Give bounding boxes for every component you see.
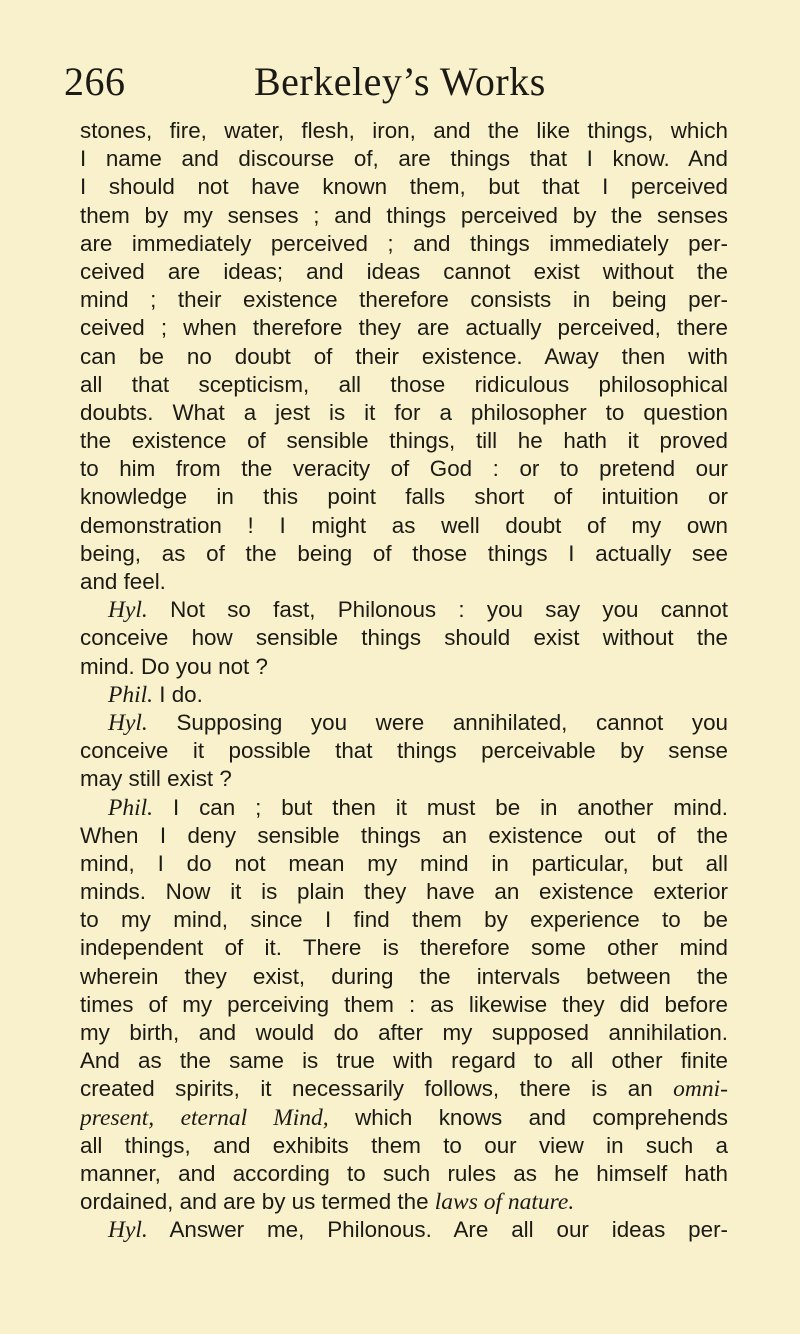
text-line (80, 624, 728, 652)
text-line (80, 1047, 728, 1075)
text-line (80, 1132, 728, 1160)
italic-text: Phil. (108, 794, 154, 821)
italic-text: present, (80, 1104, 155, 1131)
text-line (80, 455, 728, 483)
text-line (80, 653, 728, 681)
text-line (80, 1075, 728, 1103)
text-line (80, 963, 728, 991)
text-line (80, 145, 728, 173)
text-segment: When I deny sensible things an existence out of the (80, 822, 728, 848)
text-segment: stones, fire, water, flesh, iron, and the like things, which (80, 118, 728, 143)
running-title: Berkeley’s Works (254, 59, 546, 104)
italic-text: laws of nature. (434, 1189, 575, 1216)
text-line (80, 314, 728, 342)
text-segment: all that scepticism, all those ridiculous philosophical (80, 371, 728, 397)
text-segment: I can ; but then it must be in another mind. (153, 794, 728, 820)
text-line (80, 709, 728, 737)
text-segment: times of my perceiving them : as likewise they did before (80, 991, 728, 1017)
text-segment: I should not have known them, but that I perceived (80, 174, 728, 200)
italic-text: Hyl. (108, 1217, 148, 1244)
text-line (80, 794, 728, 822)
text-segment: And as the same is true with regard to all other finite (80, 1048, 728, 1074)
text-line (80, 258, 728, 286)
text-segment: ceived ; when therefore they are actually perceived, there (80, 315, 728, 341)
text-segment: are immediately perceived ; and things immediately per- (80, 230, 728, 256)
text-line (80, 230, 728, 258)
text-line (80, 906, 728, 934)
text-segment: independent of it. There is therefore some other mind (80, 935, 728, 961)
text-line (80, 822, 728, 850)
text-line (80, 850, 728, 878)
text-segment: all things, and exhibits them to our view in such a (80, 1132, 728, 1158)
text-segment: to my mind, since I find them by experience to be (80, 907, 728, 933)
text-segment: mind, I do not mean my mind in particular, but all (80, 850, 728, 876)
text-segment: and feel. (80, 569, 166, 594)
body-text (80, 117, 728, 1245)
text-segment: can be no doubt of their existence. Away then with (80, 343, 728, 369)
text-segment: ceived are ideas; and ideas cannot exist without the (80, 258, 728, 284)
text-line (80, 202, 728, 230)
text-segment: Answer me, Philonous. Are all our ideas per- (147, 1217, 728, 1243)
text-segment (154, 1105, 180, 1130)
text-segment: mind. Do you not ? (80, 653, 268, 679)
text-segment: I do. (153, 681, 203, 707)
text-segment: manner, and according to such rules as he himself hath (80, 1160, 728, 1186)
text-segment: Supposing you were annihilated, cannot you (147, 709, 728, 735)
text-line (80, 117, 728, 145)
text-line (80, 512, 728, 540)
text-line (80, 371, 728, 399)
text-segment: minds. Now it is plain they have an existence exterior (80, 879, 728, 905)
text-line (80, 399, 728, 427)
text-line (80, 1160, 728, 1188)
text-line (80, 737, 728, 765)
text-line (80, 765, 728, 793)
text-segment: Not so fast, Philonous : you say you cannot (147, 597, 728, 623)
italic-text: eternal Mind, (180, 1104, 329, 1131)
page-header (64, 52, 736, 112)
page-number: 266 (64, 59, 126, 104)
text-line (80, 1104, 728, 1132)
text-line (80, 483, 728, 511)
text-segment: them by my senses ; and things perceived by the senses (80, 202, 728, 228)
text-segment: may still exist ? (80, 766, 232, 792)
text-line (80, 568, 728, 596)
text-line (80, 1019, 728, 1047)
text-line (80, 1188, 728, 1216)
text-line (80, 878, 728, 906)
text-segment: demonstration ! I might as well doubt of my own (80, 512, 728, 538)
text-segment: conceive it possible that things perceivable by sense (80, 738, 728, 764)
text-line (80, 427, 728, 455)
text-line (80, 596, 728, 624)
text-line (80, 343, 728, 371)
text-segment: ordained, and are by us termed the (80, 1189, 435, 1215)
text-segment: being, as of the being of those things I actually see (80, 540, 728, 566)
text-line (80, 681, 728, 709)
text-line (80, 991, 728, 1019)
text-segment: to him from the veracity of God : or to pretend our (80, 456, 728, 482)
text-line (80, 286, 728, 314)
italic-text: Phil. (108, 681, 154, 708)
italic-text: Hyl. (108, 709, 148, 736)
text-segment: which knows and comprehends (328, 1104, 728, 1130)
text-line (80, 934, 728, 962)
text-segment: the existence of sensible things, till he hath it proved (80, 428, 728, 454)
text-line (80, 1216, 728, 1244)
italic-text: omni- (673, 1076, 728, 1103)
text-segment: wherein they exist, during the intervals between the (80, 963, 728, 989)
text-segment: doubts. What a jest is it for a philosopher to question (80, 399, 728, 425)
text-segment: conceive how sensible things should exist without the (80, 625, 728, 651)
text-segment: knowledge in this point falls short of intuition or (80, 484, 728, 510)
text-segment: created spirits, it necessarily follows, there is an (80, 1076, 674, 1102)
text-segment: mind ; their existence therefore consists in being per- (80, 287, 728, 313)
text-line (80, 173, 728, 201)
text-segment: my birth, and would do after my supposed annihilation. (80, 1020, 728, 1045)
italic-text: Hyl. (108, 597, 148, 624)
text-line (80, 540, 728, 568)
text-segment: I name and discourse of, are things that I know. And (80, 146, 728, 172)
